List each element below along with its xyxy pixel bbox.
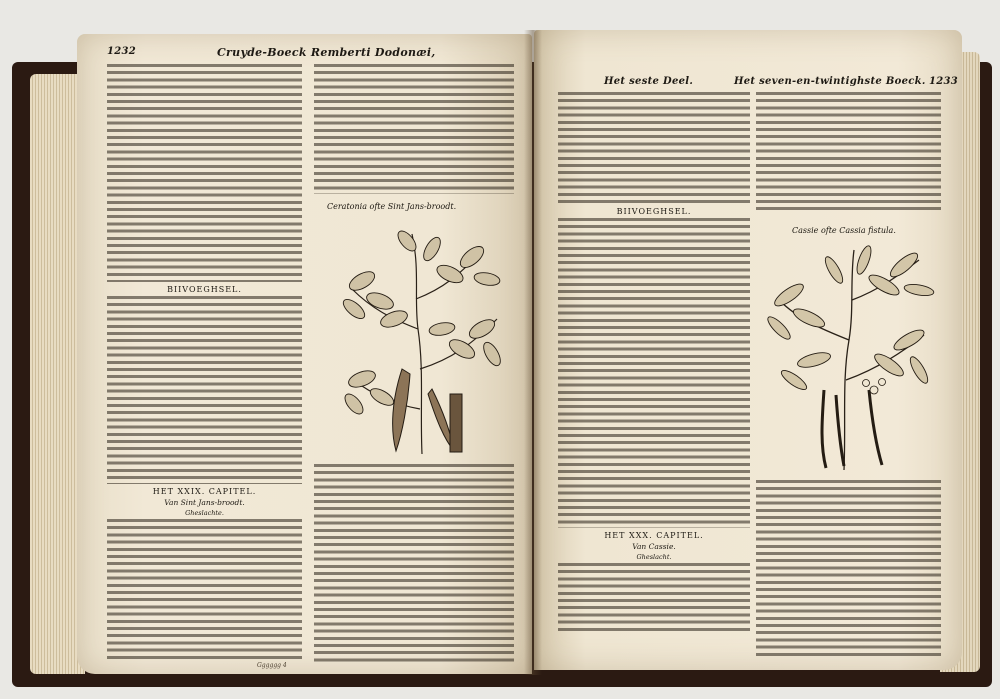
left-page xyxy=(77,34,532,674)
body-text xyxy=(558,92,750,204)
right-column-2-top xyxy=(756,92,941,212)
right-section-label: BIIVOEGHSEL. xyxy=(616,207,692,216)
right-column-1 xyxy=(558,92,750,662)
left-column-1 xyxy=(107,64,302,664)
book-gutter xyxy=(524,30,542,675)
open-book xyxy=(12,22,992,690)
left-column-2-top xyxy=(314,64,514,194)
left-footer-signature: Gggggg 4 xyxy=(257,662,287,669)
right-column-2-bottom xyxy=(756,480,941,660)
right-sub-label: Gheslacht. xyxy=(636,553,672,561)
carob-plant-illustration xyxy=(332,219,512,459)
left-chapter-label: HET XXIX. CAPITEL. xyxy=(152,487,257,496)
body-text xyxy=(107,64,302,282)
left-page-number: 1232 xyxy=(107,46,137,57)
body-text xyxy=(558,563,750,633)
right-page-number: 1233 xyxy=(929,76,959,87)
left-section-label: BIIVOEGHSEL. xyxy=(167,285,242,294)
body-text xyxy=(756,92,941,212)
right-section-header: Het seste Deel. xyxy=(604,76,694,87)
left-column-2-bottom xyxy=(314,464,514,664)
cassia-plant-illustration xyxy=(754,240,939,475)
body-text xyxy=(756,480,941,660)
right-running-head: Het seven-en-twintighste Boeck. xyxy=(734,76,926,87)
right-chapter-title: Van Cassie. xyxy=(632,542,676,551)
right-page xyxy=(534,30,962,670)
right-chapter-label: HET XXX. CAPITEL. xyxy=(604,531,704,540)
body-text xyxy=(558,218,750,528)
body-text xyxy=(107,296,302,484)
right-plate-caption: Cassie ofte Cassia fistula. xyxy=(792,226,896,235)
body-text xyxy=(314,64,514,194)
left-sub-label: Gheslachte. xyxy=(185,509,224,517)
body-text xyxy=(107,519,302,659)
left-plate-caption: Ceratonia ofte Sint Jans-broodt. xyxy=(327,202,457,211)
body-text xyxy=(314,464,514,664)
left-chapter-title: Van Sint Jans-broodt. xyxy=(164,498,245,507)
left-running-head: Cruyde-Boeck Remberti Dodonæi, xyxy=(217,46,436,59)
